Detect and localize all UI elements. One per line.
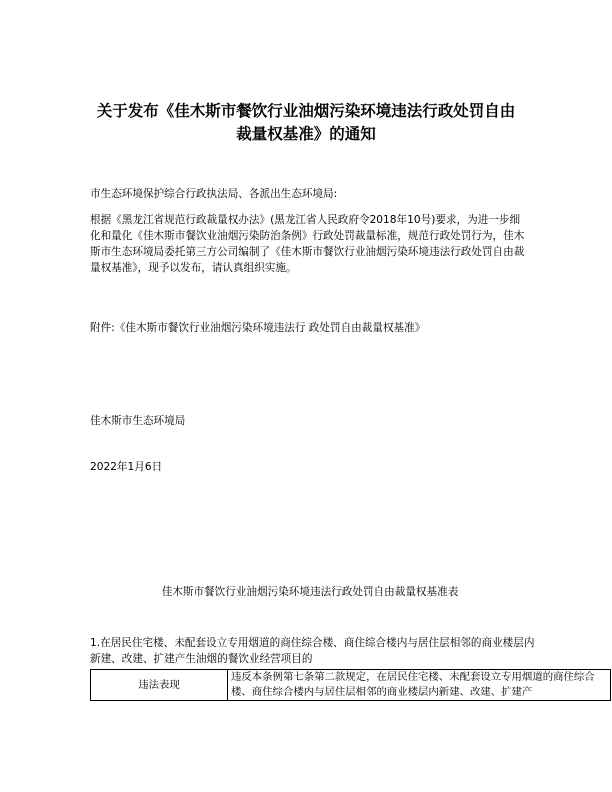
salutation: 市生态环境保护综合行政执法局、各派出生态环境局: bbox=[90, 188, 338, 200]
row-label: 违法表现 bbox=[91, 670, 228, 701]
issue-date: 2022年1月6日 bbox=[90, 461, 163, 473]
notice-body: 根据《黑龙江省规范行政裁量权办法》(黑龙江省人民政府令2018年10号)要求，为进一步细化和量化《佳木斯市餐饮业油烟污染防治条例》行政处罚裁量标准，规范行政处罚行为，佳木斯市生态环境局委托第三方公司编制了《佳木斯市餐饮行业油烟污染环境违法行政处罚自由裁量权基准》，现予以发布，请认真组织实施。 bbox=[90, 214, 525, 274]
attachment-line: 附件:《佳木斯市餐饮行业油烟污染环境违法行 政处罚自由裁量权基准》 bbox=[90, 322, 426, 334]
row-value: 违反本条例第七条第二款规定，在居民住宅楼、未配套设立专用烟道的商住综合楼、商住综合楼内与居住层相邻的商业楼层内新建、改建、扩建产 bbox=[228, 670, 611, 701]
title-line-1: 关于发布《佳木斯市餐饮行业油烟污染环境违法行政处罚自由 bbox=[96, 102, 516, 120]
title-line-2: 裁量权基准》的通知 bbox=[236, 125, 376, 143]
discretion-table bbox=[90, 669, 611, 701]
page-title bbox=[70, 100, 542, 146]
issuer-name: 佳木斯市生态环境局 bbox=[90, 415, 186, 427]
clause-1: 1.在居民住宅楼、未配套设立专用烟道的商住综合楼、商住综合楼内与居住层相邻的商业楼层内新建、改建、扩建产生油烟的餐饮业经营项目的 bbox=[90, 637, 535, 665]
table-row bbox=[91, 670, 611, 701]
table-title: 佳木斯市餐饮行业油烟污染环境违法行政处罚自由裁量权基准表 bbox=[161, 586, 459, 598]
